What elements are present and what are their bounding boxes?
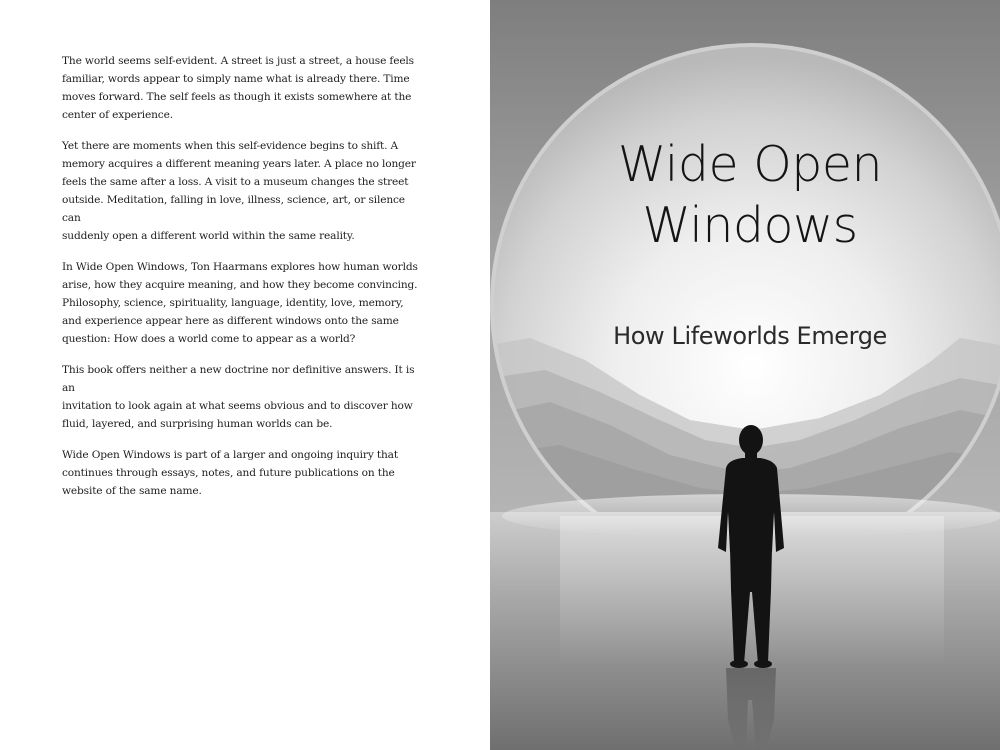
back-cover [0,0,490,750]
blurb-paragraph-1: The world seems self-evident. A street is just a street, a house feels familiar, words appear to simply name what is already there. Time moves forward. The self feels as though it exists somewhere at the center of experience. [62,55,414,121]
cover-illustration [490,0,1000,750]
blurb-paragraph-2: Yet there are moments when this self-evidence begins to shift. A memory acquires a different meaning years later. A place no longer feels the same after a loss. A visit to a museum changes the street outside. Meditation, falling in love, illness, science, art, or silence can suddenly open a different world within the same reality. [62,140,416,242]
blurb-paragraph-4: This book offers neither a new doctrine nor definitive answers. It is an invitation to look again at what seems obvious and to discover how fluid, layered, and surprising human worlds can be. [62,364,415,430]
front-cover [490,0,1000,750]
blurb-paragraph-3: In Wide Open Windows, Ton Haarmans explores how human worlds arise, how they acquire meaning, and how they become convincing. Philosophy, science, spirituality, language, identity, love, memory, and experience appear here as different windows onto the same question: How does a world come to appear as a world? [62,261,418,345]
blurb-paragraph-5: Wide Open Windows is part of a larger and ongoing inquiry that continues through essays, notes, and future publications on the website of the same name. [62,449,398,497]
cover-title: Wide Open Windows [617,136,883,254]
cover-subtitle: How Lifeworlds Emerge [613,322,887,350]
